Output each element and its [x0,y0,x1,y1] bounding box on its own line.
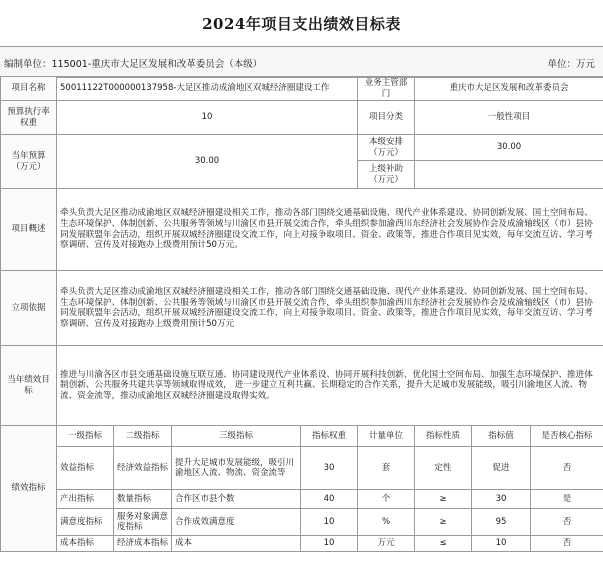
project-name-row [1,77,603,101]
cell-weight: 10 [301,536,358,552]
cell-core: 否 [531,536,603,552]
basis-label: 立项依据 [1,271,57,346]
superior-budget-label: 上级补助（万元） [358,161,415,189]
header-value: 指标值 [472,426,531,447]
cell-core: 否 [531,509,603,536]
project-name-label: 项目名称 [1,77,57,101]
weight-label: 预算执行率权重 [1,101,57,135]
cell-weight: 10 [301,509,358,536]
basis-row [1,271,603,346]
header-weight: 指标权重 [301,426,358,447]
weight-row [1,101,603,135]
header-level3: 三级指标 [172,426,301,447]
annual-goal-row [1,346,603,426]
org-value: 115001-重庆市大足区发展和改革委员会（本级） [51,59,263,70]
performance-table [0,76,603,552]
category-value: 一般性项目 [415,101,603,135]
indicator-header-row [1,426,603,447]
cell-unit: 万元 [358,536,415,552]
cell-level2: 经济成本指标 [114,536,172,552]
cell-level2: 经济效益指标 [114,447,172,490]
cell-value: 30 [472,490,531,509]
cell-core: 否 [531,447,603,490]
overview-row [1,189,603,271]
header-level1: 一级指标 [57,426,114,447]
basis-text: 牵头负责大足区推动成渝地区双城经济圈建设相关工作，推动各部门围绕交通基础设施、现代产业体系建设、协同创新发展、国土空间布局、生态环境保护、体制创新、公共服务等领域与川渝区市县开展交流合作，牵头组织参加渝西川东经济社会发展协作会及成渝轴线区（市）县协同发展联盟年会活动，组织开展双城经济圈建设交流工作，向上对接争取项目、资金、政策等，推进合作项目见实效，每年交流互访、学习考察调研、宣传及对接跑办上级费用预计50万元 [57,271,603,346]
cell-unit: % [358,509,415,536]
cell-level1: 成本指标 [57,536,114,552]
cell-value: 95 [472,509,531,536]
local-budget-value: 30.00 [415,135,603,161]
cell-unit: 个 [358,490,415,509]
cell-level1: 效益指标 [57,447,114,490]
cell-value: 促进 [472,447,531,490]
money-unit: 单位：万元 [547,59,595,70]
annual-goal-text: 推进与川渝各区市县交通基础设施互联互通、协同建设现代产业体系设、协同开展科技创新、优化国土空间布局、加强生态环境保护、推进体制创新、公共服务共建共享等领域取得成效， 进一步建立互利共赢、长期稳定的合作关系，提升大足城市发展能级，吸引川渝地区人流、物流、资金流等，推动成渝地区双城经济圈建设取得实效。 [57,346,603,426]
table-row [1,490,603,509]
cell-weight: 40 [301,490,358,509]
cell-value: 10 [472,536,531,552]
project-name-value: 50011122T000000137958-大足区推动成渝地区双城经济圈建设工作 [57,77,358,101]
budget-value: 30.00 [57,135,358,189]
header-unit: 计量单位 [358,426,415,447]
annual-goal-label: 当年绩效目标 [1,346,57,426]
overview-text: 牵头负责大足区推动成渝地区双城经济圈建设相关工作，推动各部门围绕交通基础设施、现代产业体系建设、协同创新发展、国土空间布局、生态环境保护、体制创新、公共服务等领域与川渝区市县开展交流合作，牵头组织参加渝西川东经济社会发展协作会及成渝轴线区（市）县协同发展联盟年会活动，组织开展双城经济圈建设交流工作，向上对接争取项目、资金、政策等，推进合作项目见实效，每年交流互访、学习考察调研、宣传及对接跑办上级费用预计50万元。 [57,189,603,271]
cell-level2: 服务对象满意度指标 [114,509,172,536]
dept-label: 业务主管部门 [358,77,415,101]
cell-weight: 30 [301,447,358,490]
superior-budget-value [415,161,603,189]
budget-label: 当年预算（万元） [1,135,57,189]
cell-level3: 合作成效满意度 [172,509,301,536]
cell-nature: ≥ [415,509,472,536]
org-info [4,56,262,70]
cell-core: 是 [531,490,603,509]
overview-label: 项目概述 [1,189,57,271]
org-label: 编制单位： [4,59,52,70]
cell-nature: 定性 [415,447,472,490]
cell-level1: 满意度指标 [57,509,114,536]
table-row [1,447,603,490]
page-title: 2024年项目支出绩效目标表 [202,14,401,33]
budget-row [1,135,603,161]
title-bar [0,0,603,46]
header-core: 是否核心指标 [531,426,603,447]
cell-nature: ≤ [415,536,472,552]
cell-level3: 提升大足城市发展能级，吸引川渝地区人流、物流、资金流等 [172,447,301,490]
category-label: 项目分类 [358,101,415,135]
header-level2: 二级指标 [114,426,172,447]
cell-level2: 数量指标 [114,490,172,509]
local-budget-label: 本级安排（万元） [358,135,415,161]
cell-level3: 合作区市县个数 [172,490,301,509]
cell-level1: 产出指标 [57,490,114,509]
header-nature: 指标性质 [415,426,472,447]
cell-nature: ≥ [415,490,472,509]
cell-level3: 成本 [172,536,301,552]
dept-value: 重庆市大足区发展和改革委员会 [415,77,603,101]
unit-row [0,46,603,78]
indicators-label: 绩效指标 [1,426,57,552]
weight-value: 10 [57,101,358,135]
table-row [1,509,603,536]
table-row [1,536,603,552]
cell-unit: 套 [358,447,415,490]
